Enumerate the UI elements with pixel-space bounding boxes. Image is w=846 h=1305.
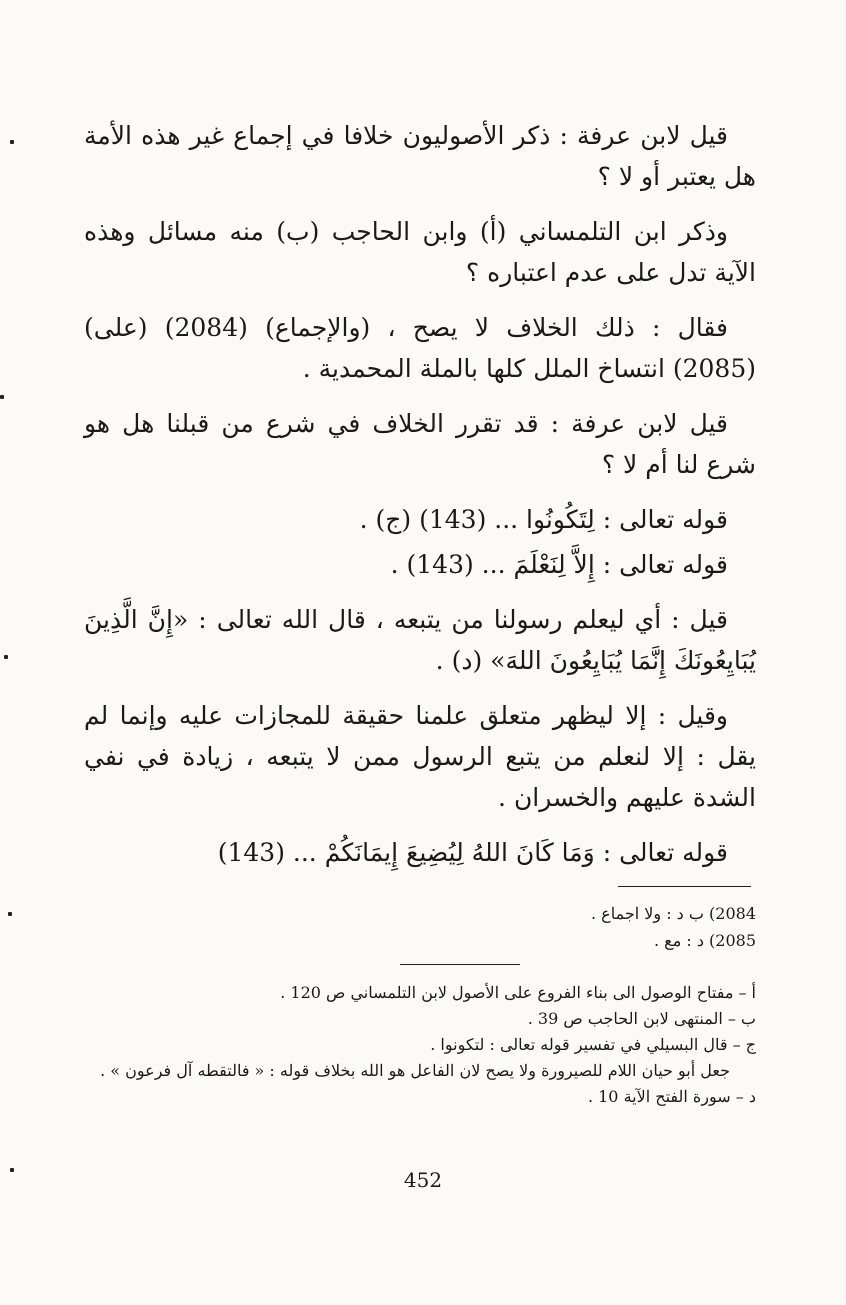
- scan-mark-3: [4, 655, 8, 659]
- source-footnote-d: د – سورة الفتح الآية 10 .: [587, 1087, 756, 1106]
- paragraph-1: قيل لابن عرفة : ذكر الأصوليون خلافا في إجماع غير هذه الأمة هل يعتبر أو لا ؟: [84, 121, 756, 191]
- variant-footnotes: [84, 900, 756, 954]
- verse-heading-3: قوله تعالى : وَمَا كَانَ اللهُ لِيُضِيعَ إِيمَانَكُمْ ... (143): [217, 838, 728, 867]
- source-footnote-c-continued: جعل أبو حيان اللام للصيرورة ولا يصح لان الفاعل هو الله بخلاف قوله : « فالتقطه آل فرعون » .: [100, 1061, 730, 1080]
- footnote-rule-2: [400, 964, 520, 965]
- source-footnote-b: ب – المنتهى لابن الحاجب ص 39 .: [527, 1009, 756, 1028]
- verse-heading-1: قوله تعالى : لِتَكُونُوا ... (143) (ج) .: [359, 505, 728, 534]
- paragraph-3: فقال : ذلك الخلاف لا يصح ، (والإجماع) (2084) (على) (2085) انتساخ الملل كلها بالملة المحمدية .: [84, 313, 756, 383]
- main-text: [84, 115, 756, 887]
- paragraph-6: وقيل : إلا ليظهر متعلق علمنا حقيقة للمجازات عليه وإنما لم يقل : إلا لنعلم من يتبع الرسول ممن لا يتبعه ، زيادة في نفي الشدة عليهم والخسران .: [84, 701, 756, 812]
- scan-mark-1: [10, 140, 14, 144]
- paragraph-5: قيل : أي ليعلم رسولنا من يتبعه ، قال الله تعالى : «إِنَّ الَّذِينَ يُبَايِعُونَكَ إِنَّمَا يُبَايِعُونَ اللهَ» (د) .: [84, 605, 756, 675]
- paragraph-2: وذكر ابن التلمساني (أ) وابن الحاجب (ب) منه مسائل وهذه الآية تدل على عدم اعتباره ؟: [84, 217, 756, 287]
- variant-footnote-2084: 2084) ب د : ولا اجماع .: [591, 904, 756, 923]
- source-footnotes: [84, 980, 756, 1110]
- footnote-rule-1: [618, 886, 751, 887]
- page-number: 452: [403, 1168, 443, 1192]
- source-footnote-a: أ – مفتاح الوصول الى بناء الفروع على الأصول لابن التلمساني ص 120 .: [280, 983, 756, 1002]
- source-footnote-c: ج – قال البسيلي في تفسير قوله تعالى : لتكونوا .: [430, 1035, 756, 1054]
- verse-heading-2: قوله تعالى : إِلاَّ لِنَعْلَمَ ... (143) .: [390, 550, 728, 579]
- paragraph-4: قيل لابن عرفة : قد تقرر الخلاف في شرع من قبلنا هل هو شرع لنا أم لا ؟: [84, 409, 756, 479]
- variant-footnote-2085: 2085) د : مع .: [654, 931, 756, 950]
- scan-mark-4: [8, 912, 12, 916]
- scan-mark-2: [0, 395, 4, 399]
